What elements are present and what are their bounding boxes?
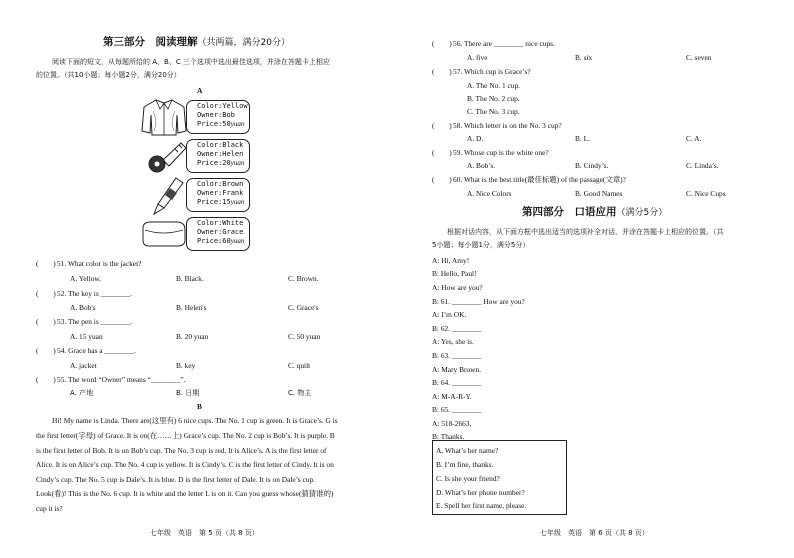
jacket-icon (140, 97, 188, 137)
quilt-icon (139, 218, 187, 250)
pen-icon (150, 176, 186, 216)
footer-right: 七年级 英语 第 6 页（共 8 页） (540, 529, 649, 537)
footer-left: 七年级 英语 第 5 页（共 8 页） (150, 529, 259, 537)
info-card-pen-text: Color:Brown Owner:Frank Price:15yuan (197, 180, 245, 206)
part3-intro-line2: 的位置。（共10小题；每小题2分，满分20分） (36, 71, 181, 79)
part3-intro-line1: 阅读下面的短文，从每题所给的 A、B、C 三个选项中选出最佳选项，并涂在答题卡上相应 (52, 58, 330, 66)
info-card-jacket-text: Color:Yellow Owner:Bob Price:50yuan (197, 102, 248, 128)
info-card-quilt-text: Color:White Owner:Grace Price:60yuan (197, 219, 245, 245)
part4-intro-line1: 根据对话内容，从下面方框中选出适当的选项补全对话，并涂在答题卡上相应的位置。（共 (447, 228, 724, 236)
key-icon (145, 140, 187, 174)
part4-intro-line2: 5小题；每小题1分，满分5分） (432, 241, 530, 249)
section-b-label: B (197, 402, 202, 411)
info-card-key-text: Color:Black Owner:Helen Price:20yuan (197, 141, 245, 167)
part3-heading: 第三部分 阅读理解（共两篇，满分20分） (103, 36, 290, 48)
section-a-label: A (197, 86, 203, 95)
part4-heading: 第四部分 口语应用（满分5分） (522, 206, 668, 218)
